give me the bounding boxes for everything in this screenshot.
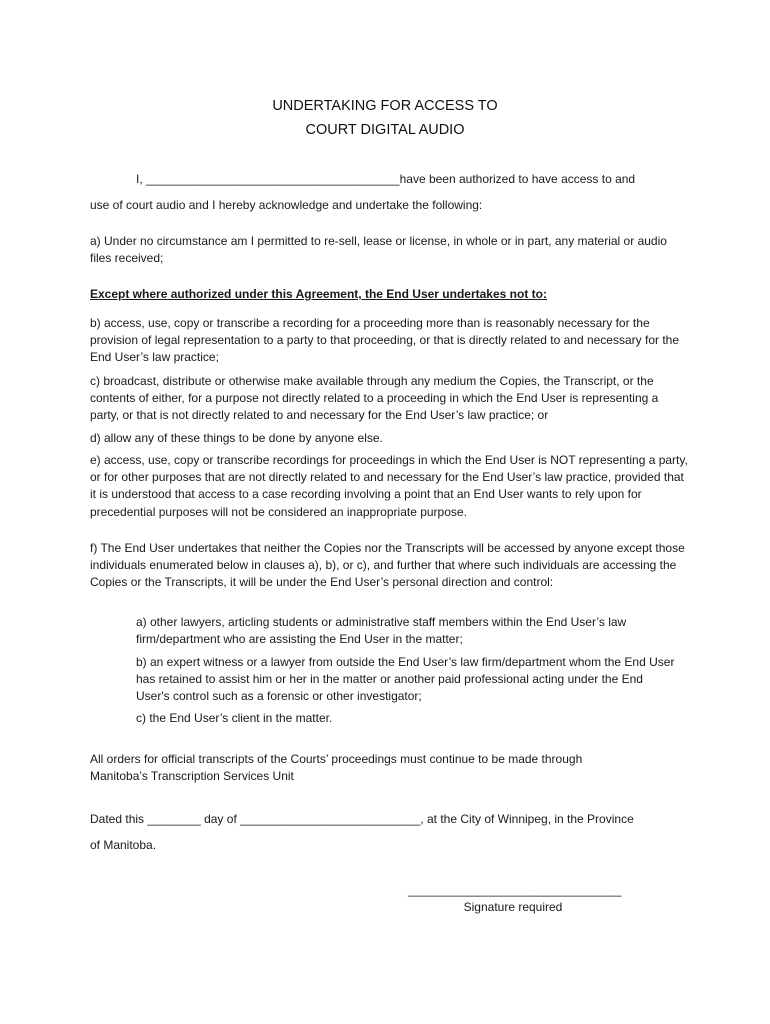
clause-a: a) Under no circumstance am I permitted to re-sell, lease or license, in whole or in part, any material or audio files received; — [90, 234, 667, 266]
sub-clause-a: a) other lawyers, articling students or administrative staff members within the End User’s law firm/department who are assisting the End User in the matter; — [136, 615, 627, 647]
sub-clause-b: b) an expert witness or a lawyer from outside the End User’s law firm/department whom the End User has retained to assist him or her in the matter or another paid professional acting under the End User's control such as a forensic or other investigator; — [136, 655, 675, 704]
document-title-line2: COURT DIGITAL AUDIO — [305, 122, 465, 138]
intro-line2: use of court audio and I hereby acknowledge and undertake the following: — [90, 198, 483, 212]
section-heading: Except where authorized under this Agreement, the End User undertakes not to: — [90, 287, 547, 301]
signature-line: ________________________________ — [408, 883, 622, 897]
intro-line1: I, ______________________________________have been authorized to have access to and — [136, 172, 636, 186]
clause-d: d) allow any of these things to be done by anyone else. — [90, 431, 383, 445]
clause-f: f) The End User undertakes that neither the Copies nor the Transcripts will be accessed by anyone except those individuals enumerated below in clauses a), b), or c), and further that where such individuals are accessing the Copies or the Transcripts, it will be under the End User’s personal direction and control: — [90, 541, 685, 590]
clause-e: e) access, use, copy or transcribe recordings for proceedings in which the End User is NOT representing a party, or for other purposes that are not directly related to and necessary for the End User’s law practice, provided that it is understood that access to a case recording involving a point that an End User wants to rely upon for precedential purposes will not be considered an inappropriate purpose. — [90, 453, 688, 519]
dated-line2: of Manitoba. — [90, 838, 157, 852]
orders-note: All orders for official transcripts of the Courts’ proceedings must continue to be made through Manitoba’s Transcription Services Unit — [90, 752, 583, 784]
dated-line1: Dated this ________ day of ___________________________, at the City of Winnipeg, in the Province — [90, 812, 634, 826]
document-title-line1: UNDERTAKING FOR ACCESS TO — [272, 98, 498, 114]
clause-c: c) broadcast, distribute or otherwise make available through any medium the Copies, the Transcript, or the contents of either, for a purpose not directly related to a proceeding in which the End User is representing a party, or that is not directly related to and necessary for the End User’s law practice; or — [90, 374, 659, 423]
signature-label: Signature required — [463, 900, 563, 914]
sub-clause-c: c) the End User’s client in the matter. — [136, 711, 333, 725]
clause-b: b) access, use, copy or transcribe a recording for a proceeding more than is reasonably necessary for the provision of legal representation to a party to that proceeding, or that is directly related to and necessary for the End User’s law practice; — [90, 316, 680, 365]
